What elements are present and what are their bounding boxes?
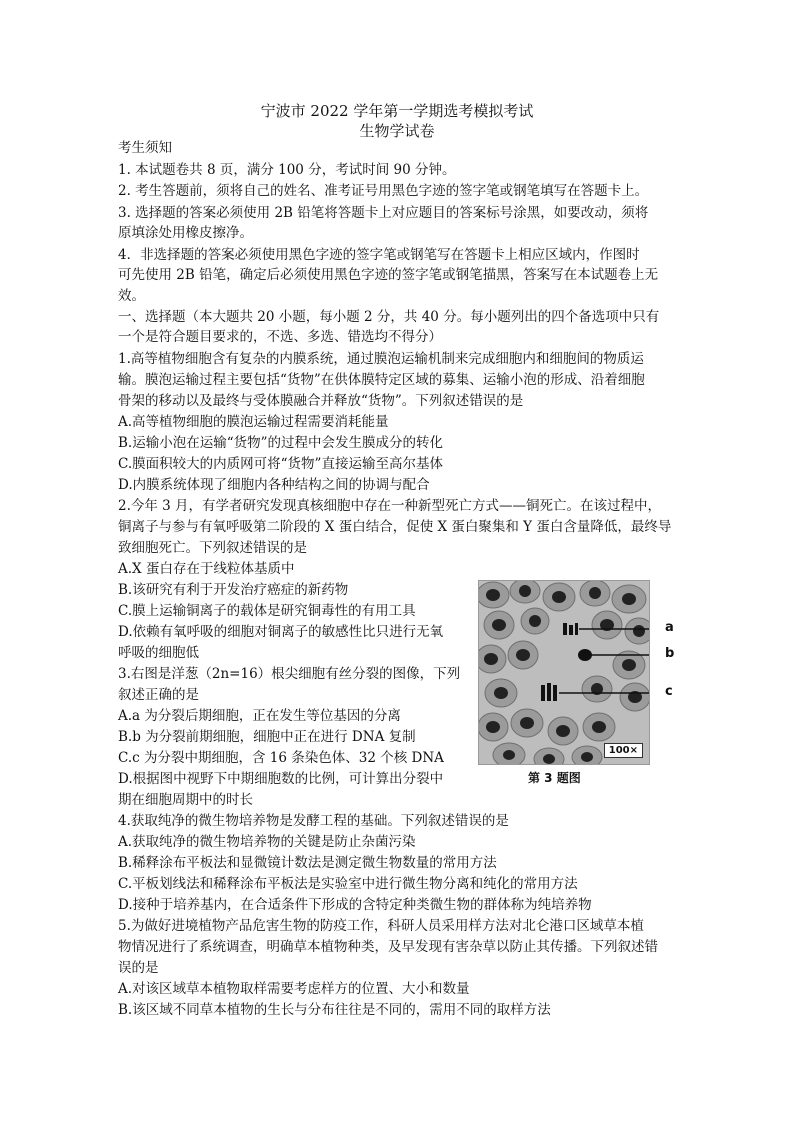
instructions-heading: 考生须知 (118, 140, 172, 156)
question-3: 3.右图是洋葱（2n=16）根尖细胞有丝分裂的图像，下列 (118, 666, 461, 682)
option-line: D.根据图中视野下中期细胞数的比例，可计算出分裂中 (118, 771, 444, 787)
question-2: 2.今年 3 月，有学者研究发现真核细胞中存在一种新型死亡方式——铜死亡。在该过程中， (118, 498, 662, 514)
figure-label-b: b (665, 646, 675, 661)
option-line: D.依赖有氧呼吸的细胞对铜离子的敏感性比只进行无氧 (118, 624, 444, 640)
figure-caption: 第 3 题图 (528, 771, 581, 785)
option-line: C.平板划线法和稀释涂布平板法是实验室中进行微生物分离和纯化的常用方法 (118, 876, 578, 892)
micrograph-figure (478, 580, 650, 765)
text-line: 输。膜泡运输过程主要包括“货物”在供体膜特定区域的募集、运输小泡的形成、沿着细胞 (118, 372, 645, 388)
text-line: 3. 选择题的答案必须使用 2B 铅笔将答题卡上对应题目的答案标号涂黑，如要改动，须将 (118, 205, 649, 221)
text-line: 误的是 (118, 960, 159, 976)
text-line: 一个是符合题目要求的，不选、多选、错选均不得分） (118, 329, 442, 345)
text-line: 物情况进行了系统调查，明确草本植物种类，及早发现有害杂草以防止其传播。下列叙述错 (118, 939, 658, 955)
text-line: 效。 (118, 288, 145, 304)
exam-subtitle: 生物学试卷 (359, 122, 435, 140)
text-line: 1. 本试题卷共 8 页，满分 100 分，考试时间 90 分钟。 (118, 162, 456, 178)
option-line: B.该区域不同草本植物的生长与分布往往是不同的，需用不同的取样方法 (118, 1002, 551, 1018)
question-4: 4.获取纯净的微生物培养物是发酵工程的基础。下列叙述错误的是 (118, 813, 509, 829)
figure-label-a: a (665, 620, 674, 635)
text-line: 期在细胞周期中的时长 (118, 792, 253, 808)
text-line: 铜离子与参与有氧呼吸第二阶段的 X 蛋白结合，促使 X 蛋白聚集和 Y 蛋白含量降低，最终导 (118, 519, 672, 535)
option-line: C.膜上运输铜离子的载体是研究铜毒性的有用工具 (118, 603, 416, 619)
text-line: 呼吸的细胞低 (118, 645, 199, 661)
text-line: 可先使用 2B 铅笔，确定后必须使用黑色字迹的签字笔或钢笔描黑，答案写在本试题卷上无 (118, 267, 659, 283)
text-line: 2. 考生答题前，须将自己的姓名、准考证号用黑色字迹的签字笔或钢笔填写在答题卡上。 (118, 183, 649, 199)
onion-root-tip-cells-image (479, 581, 649, 764)
option-line: B.运输小泡在运输“货物”的过程中会发生膜成分的转化 (118, 435, 444, 451)
text-line: 致细胞死亡。下列叙述错误的是 (118, 540, 307, 556)
exam-title: 宁波市 2022 学年第一学期选考模拟考试 (260, 102, 534, 120)
option-line: A.获取纯净的微生物培养物的关键是防止杂菌污染 (118, 834, 416, 850)
option-line: C.c 为分裂中期细胞，含 16 条染色体、32 个核 DNA (118, 750, 444, 766)
option-line: B.该研究有利于开发治疗癌症的新药物 (118, 582, 349, 598)
question-5: 5.为做好进境植物产品危害生物的防疫工作，科研人员采用样方法对北仑港口区域草本植 (118, 918, 644, 934)
text-line: 4．非选择题的答案必须使用黑色字迹的签字笔或钢笔写在答题卡上相应区域内，作图时 (118, 247, 640, 263)
option-line: A.a 为分裂后期细胞，正在发生等位基因的分离 (118, 708, 401, 724)
option-line: B.稀释涂布平板法和显微镜计数法是测定微生物数量的常用方法 (118, 855, 497, 871)
text-line: 骨架的移动以及最终与受体膜融合并释放“货物”。下列叙述错误的是 (118, 393, 524, 409)
option-line: D.内膜系统体现了细胞内各种结构之间的协调与配合 (118, 477, 430, 493)
magnification-label: 100× (604, 743, 643, 758)
section-heading: 一、选择题（本大题共 20 小题，每小题 2 分，共 40 分。每小题列出的四个备选项中只有 (118, 309, 660, 325)
option-line: B.b 为分裂前期细胞，细胞中正在进行 DNA 复制 (118, 729, 416, 745)
option-line: A.对该区域草本植物取样需要考虑样方的位置、大小和数量 (118, 981, 470, 997)
text-line: 叙述正确的是 (118, 687, 199, 703)
option-line: C.膜面积较大的内质网可将“货物”直接运输至高尔基体 (118, 456, 443, 472)
option-line: D.接种于培养基内，在合适条件下形成的含特定种类微生物的群体称为纯培养物 (118, 897, 592, 913)
option-line: A.高等植物细胞的膜泡运输过程需要消耗能量 (118, 414, 389, 430)
text-line: 原填涂处用橡皮擦净。 (118, 225, 253, 241)
option-line: A.X 蛋白存在于线粒体基质中 (118, 561, 295, 577)
question-1: 1.高等植物细胞含有复杂的内膜系统，通过膜泡运输机制来完成细胞内和细胞间的物质运 (118, 351, 644, 367)
figure-label-c: c (665, 684, 673, 699)
